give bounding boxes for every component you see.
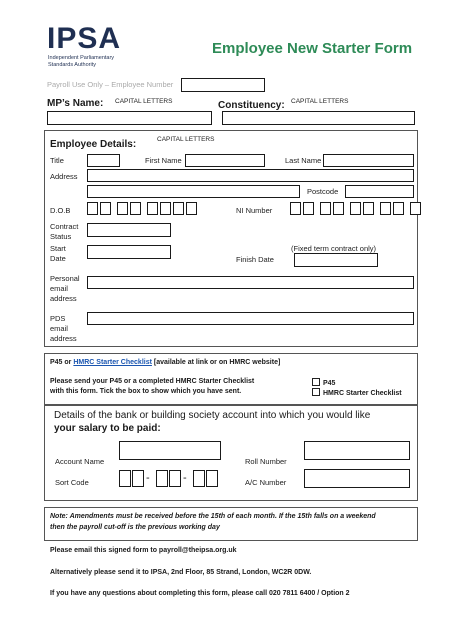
employee-number-field[interactable] [181, 78, 265, 92]
p45-prefix: P45 or [50, 359, 74, 366]
hmrc-option-label: HMRC Starter Checklist [323, 390, 402, 397]
personal-email-label-line3: address [50, 294, 77, 303]
p45-checkbox[interactable] [312, 378, 320, 386]
char-box[interactable] [156, 470, 168, 487]
p45-instruction-line1: Please send your P45 or a completed HMRC Starter Checklist [50, 378, 255, 385]
contract-status-label-line1: Contract [50, 222, 79, 231]
char-box[interactable] [206, 470, 218, 487]
char-box[interactable] [173, 202, 184, 215]
sort-code-separator: - [183, 472, 187, 484]
first-name-field[interactable] [185, 154, 265, 167]
char-box[interactable] [186, 202, 197, 215]
first-name-label: First Name [145, 156, 182, 165]
logo-subtitle-line2: Standards Authority [48, 61, 97, 68]
char-box[interactable] [117, 202, 128, 215]
p45-instruction-line2: with this form. Tick the box to show which you have sent. [50, 388, 242, 395]
char-box[interactable] [380, 202, 391, 215]
bank-heading [54, 409, 370, 435]
last-name-field[interactable] [323, 154, 414, 167]
personal-email-label-line2: email [50, 284, 68, 293]
logo-subtitle [48, 55, 114, 68]
ni-number-label: NI Number [236, 206, 273, 215]
pds-email-label-line3: address [50, 334, 77, 343]
personal-email-field[interactable] [87, 276, 414, 289]
finish-date-field[interactable] [294, 253, 378, 267]
p45-suffix: [available at link or on HMRC website] [151, 359, 281, 366]
p45-option[interactable] [312, 378, 335, 387]
char-box[interactable] [119, 470, 131, 487]
last-name-label: Last Name [285, 156, 322, 165]
title-field[interactable] [87, 154, 120, 167]
start-date-field[interactable] [87, 245, 171, 259]
account-name-field[interactable] [119, 441, 221, 460]
form-title: Employee New Starter Form [212, 40, 413, 57]
employee-details-label: Employee Details: [50, 139, 137, 150]
postcode-field[interactable] [345, 185, 414, 198]
p45-option-label: P45 [323, 380, 336, 387]
ipsa-logo: IPSA [47, 22, 122, 55]
char-box[interactable] [193, 470, 205, 487]
sort-code-label: Sort Code [55, 478, 89, 487]
employee-caps-hint: CAPITAL LETTERS [157, 136, 215, 143]
char-box[interactable] [410, 202, 421, 215]
contract-status-label-line2: Status [50, 232, 72, 241]
note-line2: then the payroll cut-off is the previous working day [50, 524, 220, 531]
pds-email-field[interactable] [87, 312, 414, 325]
dob-label: D.O.B [50, 206, 71, 215]
pds-email-label-line1: PDS [50, 314, 66, 323]
pds-email-label-line2: email [50, 324, 68, 333]
roll-number-field[interactable] [304, 441, 410, 460]
hmrc-checklist-link[interactable]: HMRC Starter Checklist [73, 359, 152, 366]
char-box[interactable] [147, 202, 158, 215]
hmrc-option[interactable] [312, 388, 402, 397]
char-box[interactable] [160, 202, 171, 215]
pds-email-label [50, 314, 77, 344]
char-box[interactable] [363, 202, 374, 215]
char-box[interactable] [350, 202, 361, 215]
start-date-label [50, 244, 66, 264]
constituency-label: Constituency: [218, 100, 285, 111]
char-box[interactable] [100, 202, 111, 215]
char-box[interactable] [169, 470, 181, 487]
post-instruction: Alternatively please send it to IPSA, 2nd Floor, 85 Strand, London, WC2R 0DW. [50, 569, 312, 576]
fixed-term-hint: (Fixed term contract only) [291, 244, 377, 253]
ac-number-field[interactable] [304, 469, 410, 488]
address-label: Address [50, 172, 78, 181]
start-date-label-line1: Start [50, 244, 66, 253]
logo-subtitle-line1: Independent Parliamentary [48, 55, 115, 61]
constituency-field[interactable] [222, 111, 415, 125]
char-box[interactable] [320, 202, 331, 215]
postcode-label: Postcode [307, 187, 339, 196]
questions-instruction: If you have any questions about completing this form, please call 020 7811 6400 / Option 2 [50, 590, 350, 597]
mp-name-field[interactable] [47, 111, 212, 125]
char-box[interactable] [393, 202, 404, 215]
ac-number-label: A/C Number [245, 478, 287, 487]
account-name-label: Account Name [55, 457, 105, 466]
personal-email-label [50, 274, 80, 304]
personal-email-label-line1: Personal [50, 274, 80, 283]
address-line1-field[interactable] [87, 169, 414, 182]
finish-date-label: Finish Date [236, 255, 274, 264]
address-line2-field[interactable] [87, 185, 300, 198]
payroll-label: Payroll Use Only – Employee Number [47, 80, 174, 89]
char-box[interactable] [333, 202, 344, 215]
bank-heading-line1: Details of the bank or building society account into which you would like [54, 410, 371, 421]
bank-heading-line2: your salary to be paid: [54, 423, 161, 434]
sort-code-separator: - [146, 472, 150, 484]
char-box[interactable] [87, 202, 98, 215]
char-box[interactable] [303, 202, 314, 215]
note-line1: Note: Amendments must be received before the 15th of each month. If the 15th falls on a weekend [50, 513, 376, 520]
char-box[interactable] [130, 202, 141, 215]
roll-number-label: Roll Number [245, 457, 287, 466]
contract-status-label [50, 222, 78, 242]
mp-name-label: MP’s Name: [47, 98, 104, 109]
mp-caps-hint: CAPITAL LETTERS [115, 98, 173, 105]
char-box[interactable] [290, 202, 301, 215]
start-date-label-line2: Date [50, 254, 66, 263]
constituency-caps-hint: CAPITAL LETTERS [291, 98, 349, 105]
char-box[interactable] [132, 470, 144, 487]
title-label: Title [50, 156, 64, 165]
contract-status-field[interactable] [87, 223, 171, 237]
p45-heading [50, 359, 280, 366]
email-instruction: Please email this signed form to payroll@theipsa.org.uk [50, 547, 237, 554]
hmrc-checkbox[interactable] [312, 388, 320, 396]
